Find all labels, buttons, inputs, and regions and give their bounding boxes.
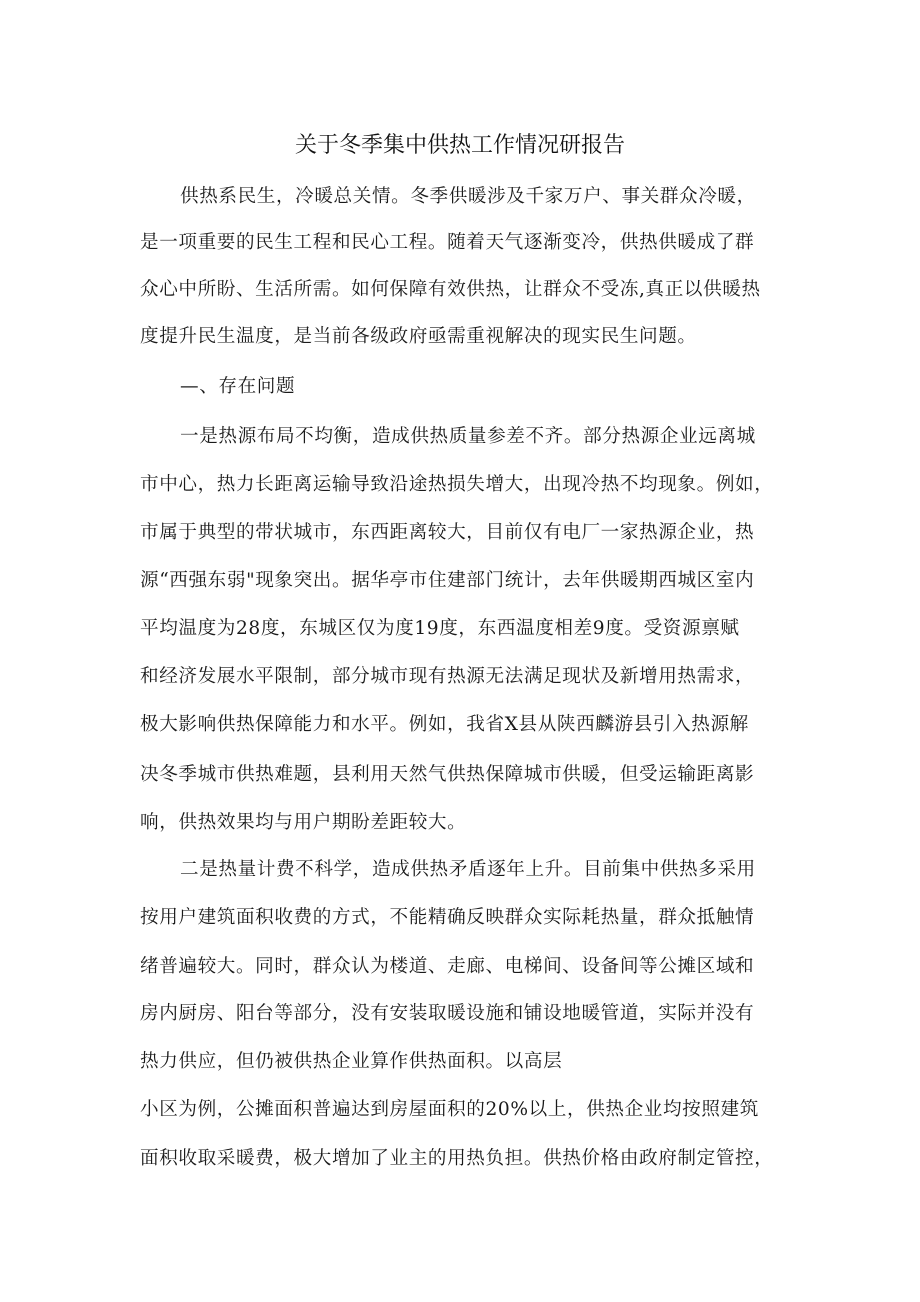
- paragraph-line: 绪普遍较大。同时，群众认为楼道、走廊、电梯间、设备间等公摊区域和: [140, 956, 755, 977]
- paragraph-line: 一是热源布局不均衡，造成供热质量参差不齐。部分热源企业远离城: [180, 426, 756, 447]
- paragraph-line: 二是热量计费不科学，造成供热矛盾逐年上升。目前集中供热多采用: [180, 859, 756, 880]
- paragraph-line: 小区为例，公摊面积普遍达到房屋面积的20%以上，供热企业均按照建筑: [140, 1099, 759, 1120]
- paragraph-line: 市中心，热力长距离运输导致沿途热损失增大，出现冷热不均现象。例如，: [140, 474, 774, 495]
- paragraph-line: 房内厨房、阳台等部分，没有安装取暖设施和铺设地暖管道，实际并没有: [140, 1003, 755, 1024]
- paragraph-line: 供热系民生，冷暖总关情。冬季供暖涉及千家万户、事关群众冷暖，: [180, 186, 756, 207]
- paragraph-line: 市属于典型的带状城市，东西距离较大，目前仅有电厂一家热源企业，热: [140, 522, 755, 543]
- paragraph-line: 和经济发展水平限制，部分城市现有热源无法满足现状及新增用热需求，: [140, 666, 755, 687]
- paragraph-line: 面积收取采暖费，极大增加了业主的用热负担。供热价格由政府制定管控，: [140, 1148, 774, 1169]
- paragraph-line: 决冬季城市供热难题，县利用天然气供热保障城市供暖，但受运输距离影: [140, 764, 755, 785]
- paragraph-line: 极大影响供热保障能力和水平。例如，我省X县从陕西麟游县引入热源解: [140, 714, 749, 735]
- paragraph-line: 按用户建筑面积收费的方式，不能精确反映群众实际耗热量，群众抵触情: [140, 907, 755, 928]
- paragraph-line: 平均温度为28度，东城区仅为度19度，东西温度相差9度。受资源禀赋: [140, 618, 740, 639]
- section-heading: —、存在问题: [180, 376, 296, 397]
- paragraph-line: 响，供热效果均与用户期盼差距较大。: [140, 812, 467, 833]
- paragraph-line: 源“西强东弱"现象突出。据华亭市住建部门统计，去年供暖期西城区室内: [140, 570, 755, 591]
- paragraph-line: 热力供应，但仍被供热企业算作供热面积。以高层: [140, 1051, 563, 1072]
- paragraph-line: 众心中所盼、生活所需。如何保障有效供热，让群众不受冻,真正以供暖热: [140, 279, 761, 300]
- paragraph-line: 是一项重要的民生工程和民心工程。随着天气逐渐变冷，供热供暖成了群: [140, 232, 755, 253]
- paragraph-line: 度提升民生温度，是当前各级政府亟需重视解决的现实民生问题。: [140, 326, 697, 347]
- document-title: 关于冬季集中供热工作情况研报告: [294, 133, 625, 158]
